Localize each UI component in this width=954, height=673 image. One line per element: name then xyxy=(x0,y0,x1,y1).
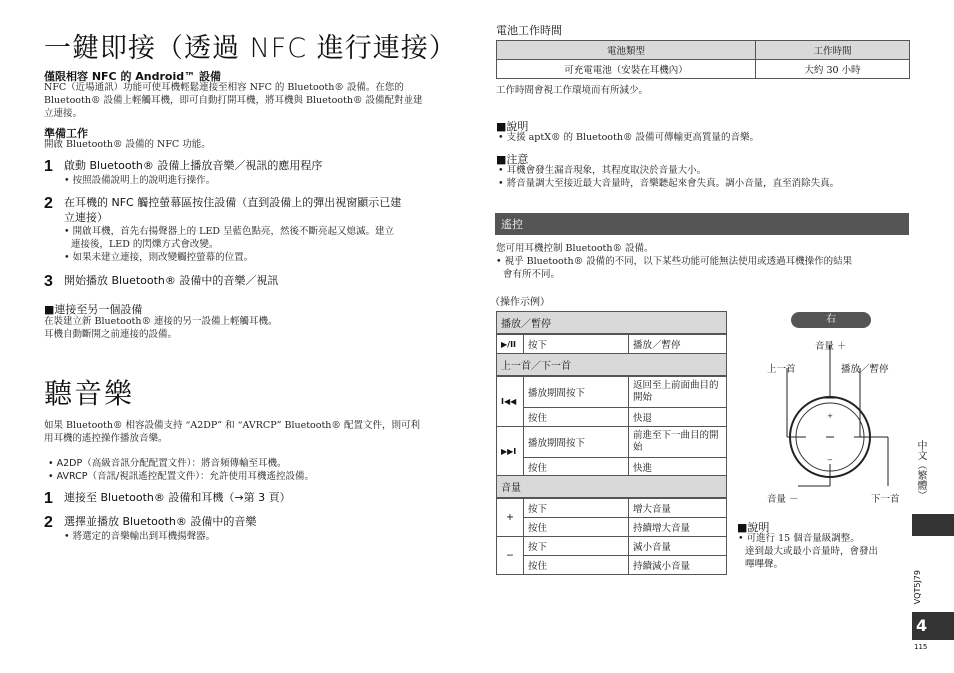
step-3 xyxy=(44,271,464,291)
nfc-body: NFC（近場通訊）功能可使耳機輕鬆連接至相容 NFC 的 Bluetooth® 設備。在您的 Bluetooth® 設備上輕觸耳機，即可自動打開耳機，將耳機與 Bluetooth® 設備配對並建 立連接。 xyxy=(44,82,423,119)
model-code: VQT5J79 xyxy=(913,570,922,605)
vol-plus-result-2: 持續增大音量 xyxy=(629,518,727,537)
example-label: （操作示例） xyxy=(490,297,550,308)
remote-section-bar: 遙控 xyxy=(495,213,909,235)
page-title: 一鍵即接（透過 NFC 進行連接） xyxy=(44,33,457,64)
remote-body: 您可用耳機控制 Bluetooth® 設備。 • 視乎 Bluetooth® 設備的不同，以下某些功能可能無法使用或透過耳機操作的結果 會有所不同。 xyxy=(496,243,853,280)
step-number: 2 xyxy=(44,195,53,212)
profiles-list: • A2DP（高級音訊分配配置文件）：將音頻傳輸至耳機。 • AVRCP（音訊/視訊遙控配置文件）：允許使用耳機遙控設備。 xyxy=(48,458,314,482)
music-step-1 xyxy=(44,488,464,508)
sidebar-language: 中文（繁體） xyxy=(915,440,926,500)
caution-body: • 耳機會發生漏音現象，其程度取決於音量大小。 • 將音量調大至接近最大音量時，音樂聽起來會失真。調小音量，直至消除失真。 xyxy=(498,165,840,189)
vol-minus-result-2: 持續減小音量 xyxy=(629,556,727,575)
prev-next-table xyxy=(496,353,727,477)
battery-cell-time: 大約 30 小時 xyxy=(756,60,910,79)
note1-body: • 支援 aptX® 的 Bluetooth® 設備可傳輸更高質量的音樂。 xyxy=(498,132,759,143)
battery-header-type: 電池類型 xyxy=(497,41,756,60)
step-number: 2 xyxy=(44,514,53,531)
vol-plus-action-2: 按住 xyxy=(524,518,629,537)
prev-label: 上一首 xyxy=(767,364,796,375)
prep-heading: 準備工作 xyxy=(44,127,88,140)
play-label: 播放／暫停 xyxy=(841,364,889,375)
note2-heading: ■說明 xyxy=(737,521,770,534)
vol-plus-action-1: 按下 xyxy=(524,499,629,518)
music-title: 聽音樂 xyxy=(44,377,135,410)
battery-table xyxy=(496,40,910,79)
next-icon: ▶▶I xyxy=(497,427,524,477)
prep-body: 開啟 Bluetooth® 設備的 NFC 功能。 xyxy=(44,139,211,150)
vol-up-label: 音量 ＋ xyxy=(815,341,847,352)
earcup-diagram xyxy=(760,340,910,500)
volume-table xyxy=(496,475,727,575)
plus-mark: + xyxy=(827,412,833,420)
step-text: 開始播放 Bluetooth® 設備中的音樂／視訊 xyxy=(64,274,279,287)
play-pause-action: 按下 xyxy=(524,335,629,354)
step-1 xyxy=(44,156,464,187)
step-text-2: 立連接） xyxy=(64,211,108,224)
minus-mark: − xyxy=(827,456,833,464)
step-text: 啟動 Bluetooth® 設備上播放音樂／視訊的應用程序 xyxy=(64,159,323,172)
play-pause-result: 播放／暫停 xyxy=(629,335,727,354)
volume-plus: + xyxy=(497,499,524,537)
step-bullet: • 將選定的音樂輸出到耳機揚聲器。 xyxy=(64,531,216,542)
next-action-1: 播放期間按下 xyxy=(524,427,629,458)
step-bullets: • 開啟耳機，首先右揚聲器上的 LED 呈藍色點亮，然後不斷亮起又熄滅。建立 連接後，LED 的閃爍方式會改變。 • 如果未建立連接，則改變觸控螢幕的位置。 xyxy=(64,226,395,263)
volume-minus: − xyxy=(497,537,524,575)
small-page-number: 115 xyxy=(914,643,928,651)
connect-other-heading: ■連接至另一個設備 xyxy=(44,303,143,316)
right-earcup-pill: 右 xyxy=(791,312,871,328)
vol-minus-action-1: 按下 xyxy=(524,537,629,556)
battery-title: 電池工作時間 xyxy=(496,24,562,37)
prev-result-1: 返回至上前面曲目的開始 xyxy=(629,377,727,408)
note2-body: • 可進行 15 個音量級調整。 達到最大或最小音量時，會發出 嗶嗶聲。 xyxy=(738,533,879,570)
page-number-box: 4 xyxy=(912,612,954,640)
vol-plus-result-1: 增大音量 xyxy=(629,499,727,518)
volume-head: 音量 xyxy=(496,475,727,498)
note1-heading: ■說明 xyxy=(496,120,529,133)
step-number: 1 xyxy=(44,490,53,507)
prev-next-head: 上一首／下一首 xyxy=(496,353,727,376)
prev-icon: I◀◀ xyxy=(497,377,524,427)
vol-minus-result-1: 減小音量 xyxy=(629,537,727,556)
music-body: 如果 Bluetooth® 相容設備支持 “A2DP” 和 “AVRCP” Bluetooth® 配置文件，則可利 用耳機的遙控操作播放音樂。 xyxy=(44,420,420,444)
play-pause-head: 播放／暫停 xyxy=(496,311,727,334)
battery-cell-type: 可充電電池（安裝在耳機內） xyxy=(497,60,756,79)
prev-action-1: 播放期間按下 xyxy=(524,377,629,408)
step-text: 在耳機的 NFC 觸控螢幕區按住設備（直到設備上的彈出視窗顯示已建 xyxy=(64,196,402,209)
step-number: 1 xyxy=(44,158,53,175)
play-pause-table xyxy=(496,311,727,354)
battery-note: 工作時間會視工作環境而有所減少。 xyxy=(496,85,649,96)
music-step-2 xyxy=(44,512,464,543)
prev-action-2: 按住 xyxy=(524,408,629,427)
step-number: 3 xyxy=(44,273,53,290)
caution-heading: ■注意 xyxy=(496,153,529,166)
sidebar-tab-marker xyxy=(912,514,954,536)
step-text: 連接至 Bluetooth® 設備和耳機（→第 3 頁） xyxy=(64,491,291,504)
next-result-2: 快進 xyxy=(629,458,727,477)
nfc-heading: 僅限相容 NFC 的 Android™ 設備 xyxy=(44,70,221,83)
step-text: 選擇並播放 Bluetooth® 設備中的音樂 xyxy=(64,515,257,528)
step-bullet: • 按照設備說明上的說明進行操作。 xyxy=(64,175,216,186)
connect-other-body: 在裝建立新 Bluetooth® 連接的另一設備上輕觸耳機。 耳機自動斷開之前連接的設備。 xyxy=(44,316,278,340)
next-label: 下一首 xyxy=(871,494,900,505)
battery-header-time: 工作時間 xyxy=(756,41,910,60)
vol-minus-action-2: 按住 xyxy=(524,556,629,575)
prev-result-2: 快退 xyxy=(629,408,727,427)
next-action-2: 按住 xyxy=(524,458,629,477)
next-result-1: 前進至下一曲目的開始 xyxy=(629,427,727,458)
vol-down-label: 音量 － xyxy=(767,494,799,505)
step-2 xyxy=(44,193,464,264)
play-pause-icon: ▶/II xyxy=(497,335,524,354)
